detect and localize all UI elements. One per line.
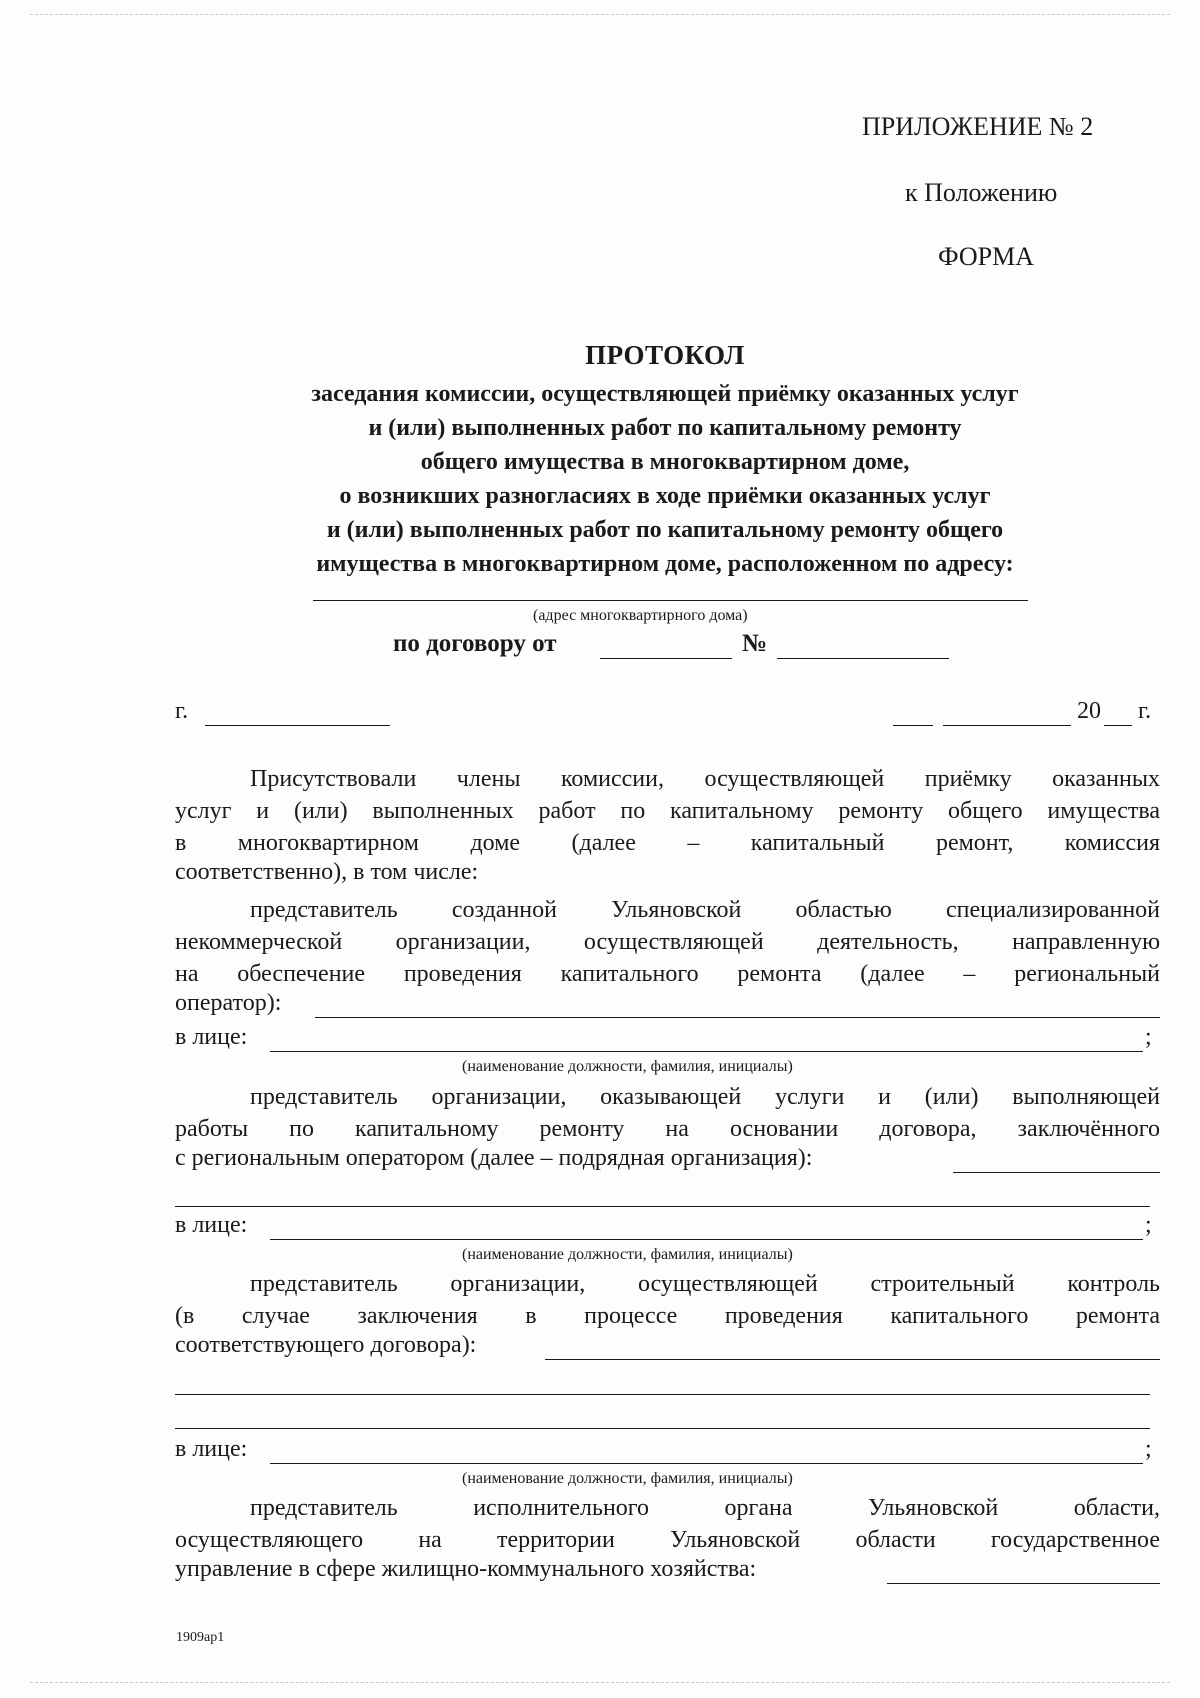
contract-prefix: по договору от (393, 630, 557, 657)
construction-control-field-continued[interactable] (175, 1394, 1150, 1395)
address-field-line[interactable] (313, 600, 1028, 601)
title-line: общего имущества в многоквартирном доме, (420, 449, 910, 475)
semicolon: ; (1145, 1212, 1152, 1238)
in-person-label: в лице: (175, 1212, 248, 1238)
para4-line: соответствующего договора): (175, 1332, 477, 1358)
construction-control-field[interactable] (545, 1359, 1160, 1360)
title-line: и (или) выполненных работ по капитальному ремонту общего (326, 517, 1004, 543)
operator-rep-field[interactable] (270, 1051, 1143, 1052)
form-label: ФОРМА (938, 242, 1034, 271)
para4-line: (в случае заключения в процессе проведения капитального ремонта (175, 1303, 1160, 1329)
title-line: о возникших разногласиях в ходе приёмки оказанных услуг (339, 483, 991, 509)
city-field[interactable] (205, 725, 390, 726)
contract-number-sign: № (742, 630, 768, 657)
para2-line: представитель созданной Ульяновской областью специализированной (250, 897, 1160, 923)
in-person-label: в лице: (175, 1024, 248, 1050)
para2-line: на обеспечение проведения капитального ремонта (далее – региональный (175, 961, 1160, 987)
para3-line: представитель организации, оказывающей услуги и (или) выполняющей (250, 1084, 1160, 1110)
control-rep-field[interactable] (270, 1463, 1143, 1464)
name-caption: (наименование должности, фамилия, инициалы) (462, 1058, 793, 1075)
date-month-field[interactable] (943, 725, 1071, 726)
para1-line: Присутствовали члены комиссии, осуществляющей приёмку оказанных (250, 766, 1160, 792)
para5-line: представитель исполнительного органа Ульяновской области, (250, 1495, 1160, 1521)
date-year-suffix: г. (1138, 698, 1152, 724)
appendix-number: ПРИЛОЖЕНИЕ № 2 (862, 112, 1094, 141)
para1-line: в многоквартирном доме (далее – капитальный ремонт, комиссия (175, 830, 1160, 856)
name-caption: (наименование должности, фамилия, инициалы) (462, 1246, 793, 1263)
regional-operator-field[interactable] (315, 1017, 1160, 1018)
date-year-field[interactable] (1104, 725, 1132, 726)
contractor-rep-field[interactable] (270, 1239, 1143, 1240)
para2-line: оператор): (175, 990, 282, 1016)
address-caption: (адрес многоквартирного дома) (533, 607, 748, 624)
construction-control-field-continued[interactable] (175, 1428, 1150, 1429)
contract-date-field[interactable] (600, 658, 732, 659)
para4-line: представитель организации, осуществляющей строительный контроль (250, 1271, 1160, 1297)
contractor-field-continued[interactable] (175, 1206, 1150, 1207)
para5-line: осуществляющего на территории Ульяновской области государственное (175, 1527, 1160, 1553)
para5-line: управление в сфере жилищно-коммунального хозяйства: (175, 1556, 757, 1582)
para1-line: услуг и (или) выполненных работ по капитальному ремонту общего имущества (175, 798, 1160, 824)
regulation-reference: к Положению (905, 178, 1058, 207)
protocol-title: ПРОТОКОЛ (585, 340, 745, 370)
para3-line: с региональным оператором (далее – подрядная организация): (175, 1145, 813, 1171)
in-person-label: в лице: (175, 1436, 248, 1462)
name-caption: (наименование должности, фамилия, инициалы) (462, 1470, 793, 1487)
scan-edge-top (30, 14, 1170, 15)
para1-line: соответственно), в том числе: (175, 859, 479, 885)
semicolon: ; (1145, 1024, 1152, 1050)
executive-body-field[interactable] (887, 1583, 1160, 1584)
contractor-field[interactable] (953, 1172, 1160, 1173)
date-year-prefix: 20 (1077, 698, 1101, 724)
date-day-field[interactable] (893, 725, 933, 726)
para2-line: некоммерческой организации, осуществляющей деятельность, направленную (175, 929, 1160, 955)
contract-number-field[interactable] (777, 658, 949, 659)
scan-edge-bottom (30, 1682, 1170, 1683)
title-line: и (или) выполненных работ по капитальному ремонту (368, 415, 962, 441)
city-prefix: г. (175, 698, 189, 724)
para3-line: работы по капитальному ремонту на основании договора, заключённого (175, 1116, 1160, 1142)
footer-code: 1909ap1 (176, 1630, 225, 1645)
title-line: заседания комиссии, осуществляющей приёмку оказанных услуг (311, 381, 1019, 407)
semicolon: ; (1145, 1436, 1152, 1462)
title-line: имущества в многоквартирном доме, расположенном по адресу: (316, 551, 1014, 577)
